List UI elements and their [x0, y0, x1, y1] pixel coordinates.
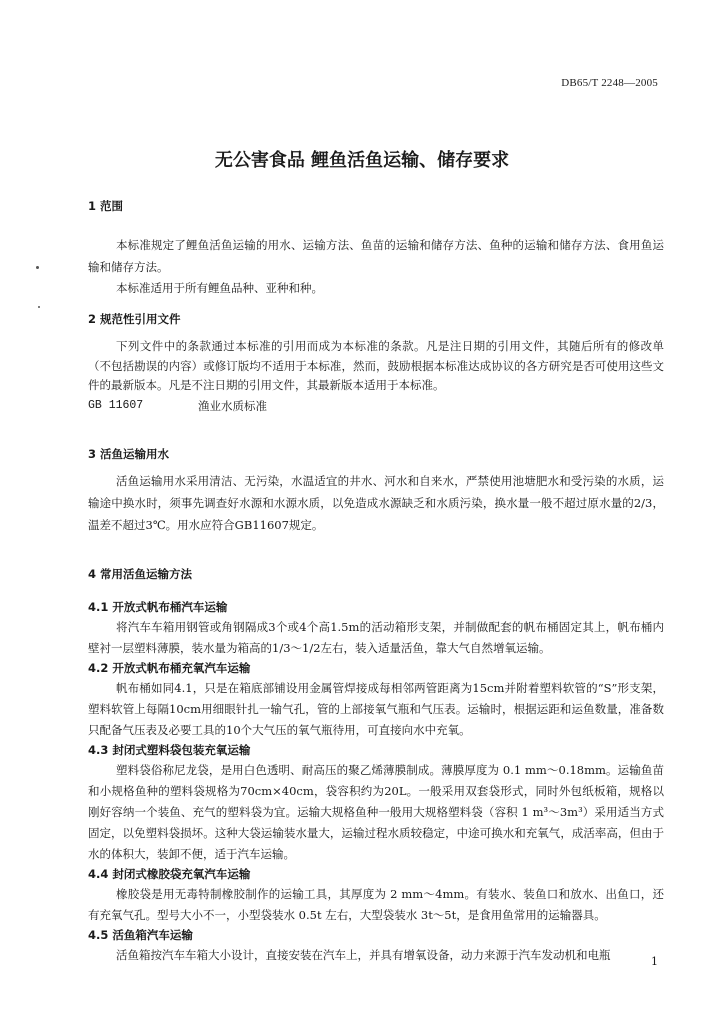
- normative-reference: [88, 396, 664, 416]
- reference-title: 渔业水质标准: [198, 398, 267, 413]
- section-4-1-paragraph: 将汽车车箱用钢管或角钢隔成3个或4个高1.5m的活动箱形支架，并制做配套的帆布桶固定其上，帆布桶内壁衬一层塑料薄膜，装水量为箱高的1/3～1/2左右，装入适量活鱼，靠大气自然增氧运输。: [88, 620, 664, 655]
- section-4-4-paragraph: 橡胶袋是用无毒特制橡胶制作的运输工具，其厚度为 2 mm～4mm。有装水、装鱼口和放水、出鱼口，还有充氧气孔。型号大小不一，小型袋装水 0.5t 左右，大型袋装水 3t～5t，是食用鱼常用的运输器具。: [88, 887, 664, 922]
- reference-code: GB 11607: [88, 398, 144, 412]
- section-1-paragraph-1: 本标准规定了鲤鱼活鱼运输的用水、运输方法、鱼苗的运输和储存方法、鱼种的运输和储存方法、食用鱼运输和储存方法。: [88, 238, 664, 274]
- section-3-heading: 3 活鱼运输用水: [88, 447, 170, 461]
- section-4-2-paragraph: 帆布桶如同4.1，只是在箱底部铺设用金属管焊接成每相邻两管距离为15cm并附着塑料软管的“S”形支架，塑料软管上每隔10cm用细眼针扎一输气孔，管的上部接氧气瓶和气压表。运输时，根据运距和运鱼数量，准备数只配备气压表及必要工具的10个大气压的氧气瓶待用，可直接向水中充氧。: [88, 681, 664, 737]
- section-4-5-heading: 4.5 活鱼箱汽车运输: [88, 928, 193, 942]
- section-4-3-paragraph: 塑料袋俗称尼龙袋，是用白色透明、耐高压的聚乙烯薄膜制成。薄膜厚度为 0.1 mm～0.18mm。运输鱼苗和小规格鱼种的塑料袋规格为70cm×40cm，袋容积约为20L。一般采用双套袋形式，同时外包纸板箱，规格以刚好容纳一个装鱼、充气的塑料袋为宜。运输大规格鱼种一般用大规格塑料袋（容积 1 m³～3m³）采用适当方式固定，以免塑料袋损坏。这种大袋运输装水量大，运输过程水质较稳定，中途可换水和充氧气，成活率高，但由于水的体积大，装卸不便，适于汽车运输。: [88, 763, 664, 861]
- section-4-3-heading: 4.3 封闭式塑料袋包装充氧运输: [88, 743, 251, 757]
- section-1-heading: 1 范围: [88, 199, 124, 213]
- section-4-5-paragraph: 活鱼箱按汽车车箱大小设计，直接安装在汽车上，并具有增氧设备，动力来源于汽车发动机和电瓶: [116, 948, 611, 962]
- page-number: 1: [651, 955, 658, 968]
- section-4-4-heading: 4.4 封闭式橡胶袋充氧汽车运输: [88, 867, 251, 881]
- scan-speck: [38, 306, 40, 308]
- document-title: 无公害食品 鲤鱼活鱼运输、储存要求: [214, 150, 510, 171]
- section-4-1-heading: 4.1 开放式帆布桶汽车运输: [88, 600, 228, 614]
- section-4-2-heading: 4.2 开放式帆布桶充氧汽车运输: [88, 661, 251, 675]
- section-2-paragraph-1: 下列文件中的条款通过本标准的引用而成为本标准的条款。凡是注日期的引用文件，其随后所有的修改单（不包括勘误的内容）或修订版均不适用于本标准，然而，鼓励根据本标准达成协议的各方研究是否可使用这些文件的最新版本。凡是不注日期的引用文件，其最新版本适用于本标准。: [88, 339, 664, 392]
- document-code: DB65/T 2248—2005: [561, 77, 658, 89]
- section-4-heading: 4 常用活鱼运输方法: [88, 567, 193, 581]
- scan-speck: [36, 266, 39, 269]
- section-2-heading: 2 规范性引用文件: [88, 312, 181, 326]
- section-1-paragraph-2: 本标准适用于所有鲤鱼品种、亚种和种。: [116, 281, 323, 295]
- section-3-paragraph-1: 活鱼运输用水采用清洁、无污染，水温适宜的井水、河水和自来水，严禁使用池塘肥水和受污染的水质，运输途中换水时，须事先调查好水源和水源水质，以免造成水源缺乏和水质污染，换水量一般不超过原水量的2/3，温差不超过3℃。用水应符合GB11607规定。: [88, 474, 664, 532]
